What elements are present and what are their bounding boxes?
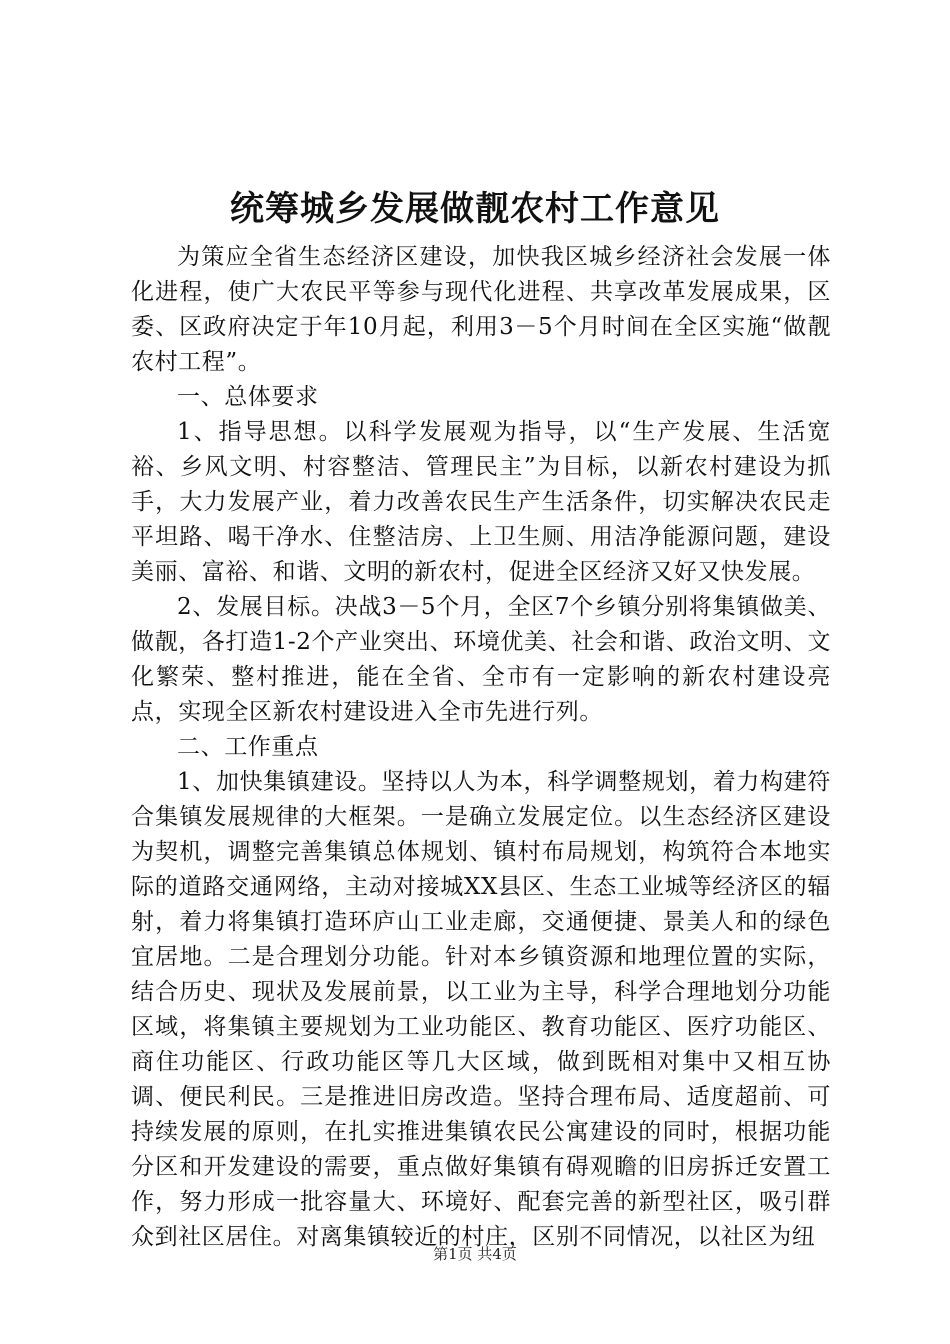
intro-paragraph: 为策应全省生态经济区建设，加快我区城乡经济社会发展一体化进程，使广大农民平等参与现代化进程、共享改革发展成果，区委、区政府决定于年10月起，利用3－5个月时间在全区实施“做靓农村工程”。 [131, 244, 831, 375]
development-goal-paragraph: 2、发展目标。决战3－5个月，全区7个乡镇分别将集镇做美、做靓，各打造1-2个产业突出、环境优美、社会和谐、政治文明、文化繁荣、整村推进，能在全省、全市有一定影响的新农村建设亮点，实现全区新农村建设进入全市先进行列。 [131, 594, 831, 725]
document-title: 统筹城乡发展做靓农村工作意见 [230, 189, 720, 229]
guiding-ideology-paragraph: 1、指导思想。以科学发展观为指导，以“生产发展、生活宽裕、乡风文明、村容整洁、管理民主”为目标，以新农村建设为抓手，大力发展产业，着力改善农民生产生活条件，切实解决农民走平坦路、喝干净水、住整洁房、上卫生厕、用洁净能源问题，建设美丽、富裕、和谐、文明的新农村，促进全区经济又好又快发展。 [131, 419, 831, 585]
document-body [131, 240, 831, 1255]
section-heading-work-focus: 二、工作重点 [177, 734, 319, 760]
section-heading-general-requirements: 一、总体要求 [177, 384, 319, 410]
town-construction-paragraph: 1、加快集镇建设。坚持以人为本，科学调整规划，着力构建符合集镇发展规律的大框架。一是确立发展定位。以生态经济区建设为契机，调整完善集镇总体规划、镇村布局规划，构筑符合本地实际的道路交通网络，主动对接城XX县区、生态工业城等经济区的辐射，着力将集镇打造环庐山工业走廊，交通便捷、景美人和的绿色宜居地。二是合理划分功能。针对本乡镇资源和地理位置的实际，结合历史、现状及发展前景，以工业为主导，科学合理地划分功能区域，将集镇主要规划为工业功能区、教育功能区、医疗功能区、商住功能区、行政功能区等几大区域，做到既相对集中又相互协调、便民利民。三是推进旧房改造。坚持合理布局、适度超前、可持续发展的原则，在扎实推进集镇农民公寓建设的同时，根据功能分区和开发建设的需要，重点做好集镇有碍观瞻的旧房拆迁安置工作，努力形成一批容量大、环境好、配套完善的新型社区，吸引群众到社区居住。对离集镇较近的村庄，区别不同情况，以社区为纽 [131, 769, 831, 1250]
page-footer: 第1页 共4页 [433, 1245, 517, 1263]
